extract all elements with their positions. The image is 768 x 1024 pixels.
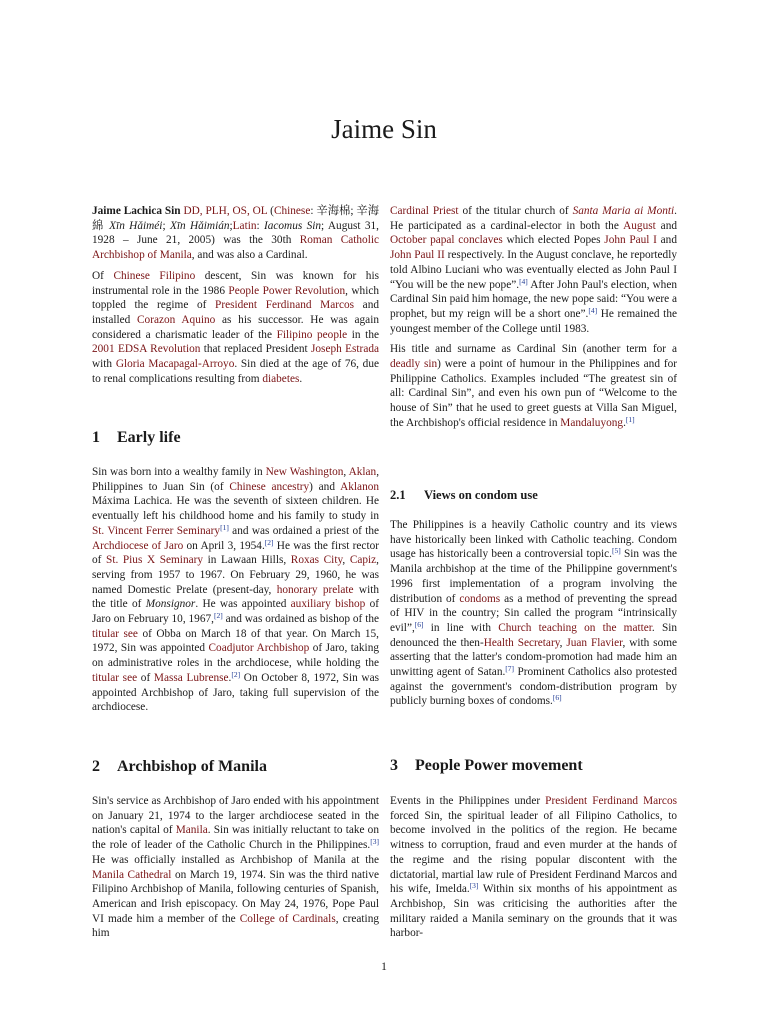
- jaro-link[interactable]: Archdiocese of Jaro: [92, 539, 184, 552]
- reference-link[interactable]: [1]: [625, 414, 635, 424]
- santa-maria-link[interactable]: Santa Maria ai Monti: [572, 205, 675, 217]
- cardinal-priest-link[interactable]: Cardinal Priest: [390, 205, 459, 217]
- latin-language-link[interactable]: Latin: [232, 219, 257, 232]
- deadly-sin-link[interactable]: deadly sin: [390, 358, 438, 371]
- section-heading-early-life: 1 Early life: [92, 429, 181, 446]
- john-paul-i-link[interactable]: John Paul I: [604, 234, 657, 247]
- reference-link[interactable]: [6]: [414, 619, 424, 629]
- aklanon-link[interactable]: Aklanon: [340, 480, 380, 493]
- cardinal-paragraph: Cardinal Priest of the titular church of Santa Maria ai Monti. He participated as a cardinal-elector in both the August and October papal conclaves which elected Popes John Paul I and John Paul II respectively. In the August conclave, he reportedly told Albino Luciani who was eventually elected as John Paul I “You will be the new pope”.[4] After John Paul's election, when Cardinal Sin paid him homage, the new pope said: “You were a prophet, but my reign will be a short one”.[4] He remained the youngest member of the College until 1983.: [390, 205, 677, 335]
- chinese-filipino-link[interactable]: Chinese Filipino: [113, 269, 196, 282]
- early-life-block: [92, 465, 379, 715]
- roxas-link[interactable]: Roxas City: [290, 554, 343, 567]
- left-column: [92, 204, 379, 386]
- archbishop-paragraph: Sin's service as Archbishop of Jaro ended with his appointment on January 21, 1974 to the larger archdiocese seated in the nation's capital of Manila. Sin was initially reluctant to take on the role of leader of the Catholic Church in the Philippines.[3] He was officially installed as Archbishop of Manila at the Manila Cathedral on March 19, 1974. Sin was the third native Filipino Archbishop of Manila, following centuries of Spanish, American and Irish episcopacy. On May 24, 1976, Pope Paul VI made him a member of the College of Cardinals, creating him: [92, 795, 379, 940]
- auxiliary-bishop-link[interactable]: auxiliary bishop: [290, 598, 366, 611]
- condom-paragraph: The Philippines is a heavily Catholic country and its views have historically been linked with Catholic teaching. Condom usage has historically been a controversial topic.[5] Sin was the Manila archbishop at the time of the Philippine government's 1996 first implementation of a program involving the distribution of condoms as a method of preventing the spread of HIV in the country; Sin called the program “intrinsically evil”,[6] in line with Church teaching on the matter. Sin denounced the then-Health Secretary, Juan Flavier, with some asserting that the latter's condom-promotion had made him an unwitting agent of Satan.[7] Prominent Catholics also protested against the government's condom-distribution program by publicly burning boxes of condoms.[6]: [390, 519, 678, 708]
- marcos-link[interactable]: President Ferdinand Marcos: [545, 795, 677, 807]
- chinese-language-link[interactable]: Chinese: [273, 205, 311, 217]
- roman-catholic-archbishop-link[interactable]: Roman Catholic Archbishop of Manila: [92, 234, 379, 262]
- capiz-link[interactable]: Capiz: [349, 554, 377, 567]
- reference-link[interactable]: [2]: [213, 611, 223, 621]
- marcos-link[interactable]: President Ferdinand Marcos: [215, 299, 355, 312]
- chinese-ancestry-link[interactable]: Chinese ancestry: [229, 480, 310, 493]
- reference-link[interactable]: [5]: [611, 546, 621, 556]
- estrada-link[interactable]: Joseph Estrada: [311, 343, 379, 356]
- st-vincent-link[interactable]: St. Vincent Ferrer Seminary: [92, 524, 221, 537]
- filipino-people-link[interactable]: Filipino people: [276, 328, 348, 341]
- reference-link[interactable]: [3]: [469, 881, 479, 891]
- page-number: 1: [381, 961, 387, 973]
- juan-flavier-link[interactable]: Juan Flavier: [566, 636, 623, 649]
- arroyo-link[interactable]: Gloria Macapagal-Arroyo: [115, 358, 235, 371]
- coadjutor-link[interactable]: Coadjutor Archbishop: [208, 642, 310, 655]
- reference-link[interactable]: [6]: [552, 693, 562, 703]
- section-heading-people-power: 3 People Power movement: [390, 757, 583, 774]
- people-power-block: [390, 794, 677, 941]
- aklan-link[interactable]: Aklan: [348, 466, 377, 478]
- section-heading-archbishop: 2 Archbishop of Manila: [92, 758, 267, 775]
- aquino-link[interactable]: Corazon Aquino: [137, 313, 216, 326]
- reference-link[interactable]: [2]: [231, 669, 241, 679]
- reference-link[interactable]: [3]: [370, 837, 379, 847]
- reference-link[interactable]: [2]: [264, 537, 274, 547]
- manila-cathedral-link[interactable]: Manila Cathedral: [92, 868, 172, 881]
- people-power-paragraph: Events in the Philippines under President Ferdinand Marcos forced Sin, the spiritual leader of all Filipino Catholics, to become involved in the politics of the region. He became witness to corruption, fraud and even murder at the hands of the regime and the rising popular discontent with the dictatorial, martial law rule of President Ferdinand Marcos and his wife, Imelda.[3] Within six months of his appointment as Archbishop, Sin was criticising the authorities after the military raided a Manila seminary on the grounds that it was harbor-: [390, 795, 678, 940]
- humour-paragraph: His title and surname as Cardinal Sin (another term for a deadly sin) were a point of humour in the Philippines and for Philippine Catholics. Examples included “The greatest sin of all: Cardinal Sin”, and even his own pun of “Welcome to the house of Sin” that he used to greet guests at Villa San Miguel, the Archbishop's official residence in Mandaluyong.[1]: [390, 343, 677, 429]
- reference-link[interactable]: [4]: [519, 276, 528, 286]
- college-of-cardinals-link[interactable]: College of Cardinals: [239, 912, 336, 925]
- massa-lubrense-link[interactable]: Massa Lubrense: [153, 671, 229, 684]
- diabetes-link[interactable]: diabetes: [262, 372, 300, 385]
- titular-see-link[interactable]: titular see: [92, 627, 138, 640]
- health-secretary-link[interactable]: Health Secretary: [483, 636, 560, 649]
- archbishop-block: [92, 794, 379, 941]
- reference-link[interactable]: [4]: [588, 305, 598, 315]
- october-conclave-link[interactable]: October papal conclaves: [390, 234, 503, 247]
- early-life-paragraph: Sin was born into a wealthy family in New Washington, Aklan, Philippines to Juan Sin (of Chinese ancestry) and Aklanon Máxima Lachica. He was the seventh of sixteen children. He eventually left his childhood home and his family to study in St. Vincent Ferrer Seminary[1] and was ordained a priest of the Archdiocese of Jaro on April 3, 1954.[2] He was the first rector of St. Pius X Seminary in Lawaan Hills, Roxas City, Capiz, serving from 1957 to 1967. On February 29, 1960, he was named Domestic Prelate (present-day, honorary prelate with the title of Monsignor. He was appointed auxiliary bishop of Jaro on February 10, 1967,[2] and was ordained as bishop of the titular see of Obba on March 18 of that year. On March 15, 1972, Sin was appointed Coadjutor Archbishop of Jaro, taking on administrative roles in the archdiocese, while holding the titular see of Massa Lubrense.[2] On October 8, 1972, Sin was appointed Archbishop of Jaro, taking full supervision of the archdiocese.: [92, 466, 380, 714]
- edsa-link[interactable]: 2001 EDSA Revolution: [92, 343, 201, 356]
- page-title: Jaime Sin: [331, 114, 437, 144]
- section-heading-condom-use: 2.1 Views on condom use: [390, 488, 538, 502]
- subject-name: Jaime Lachica Sin: [92, 205, 181, 217]
- new-washington-link[interactable]: New Washington: [265, 466, 344, 478]
- mandaluyong-link[interactable]: Mandaluyong: [560, 416, 624, 429]
- intro-paragraph-2: Of Chinese Filipino descent, Sin was known for his instrumental role in the 1986 People Power Revolution, which toppled the regime of President Ferdinand Marcos and installed Corazon Aquino as his successor. He was again considered a charismatic leader of the Filipino people in the 2001 EDSA Revolution that replaced President Joseph Estrada with Gloria Macapagal-Arroyo. Sin died at the age of 76, due to renal complications resulting from diabetes.: [92, 269, 379, 385]
- people-power-link[interactable]: People Power Revolution: [228, 284, 346, 297]
- august-conclave-link[interactable]: August: [623, 219, 656, 232]
- st-pius-link[interactable]: St. Pius X Seminary: [106, 554, 204, 567]
- condoms-link[interactable]: condoms: [459, 592, 501, 605]
- john-paul-ii-link[interactable]: John Paul II: [390, 249, 445, 262]
- honorary-prelate-link[interactable]: honorary prelate: [276, 583, 354, 596]
- postnominals-link[interactable]: DD, PLH, OS, OL: [183, 205, 268, 217]
- right-column: [390, 204, 677, 431]
- condom-block: [390, 518, 677, 709]
- reference-link[interactable]: [7]: [505, 664, 515, 674]
- intro-paragraph: Jaime Lachica Sin DD, PLH, OS, OL (Chinese: 辛海棉; 辛海綿 Xīn Hǎiméi; Xīn Hǎimián;Latin: Iacomus Sin; August 31, 1928 – June 21, 2005) was the 30th Roman Catholic Archbishop of Manila, and was also a Cardinal.: [92, 205, 380, 262]
- church-teaching-link[interactable]: Church teaching on the matter: [498, 621, 652, 634]
- reference-link[interactable]: [1]: [220, 522, 229, 532]
- manila-link[interactable]: Manila: [175, 824, 208, 837]
- titular-see-link[interactable]: titular see: [92, 671, 138, 684]
